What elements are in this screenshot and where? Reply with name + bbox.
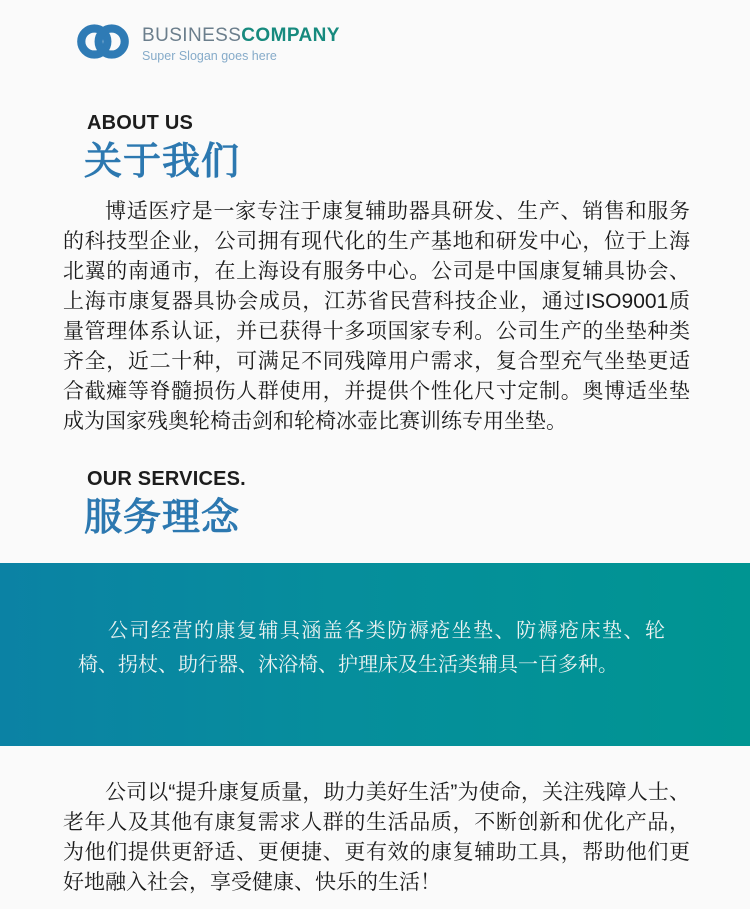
banner-paragraph: 公司经营的康复辅具涵盖各类防褥疮坐垫、防褥疮床垫、轮椅、拐杖、助行器、沐浴椅、护理床及生活类辅具一百多种。 (78, 620, 665, 676)
logo-name-company: COMPANY (241, 25, 340, 46)
about-section-label: ABOUT US (87, 112, 194, 134)
about-section-title: 关于我们 (84, 141, 241, 183)
logo-name (142, 25, 340, 47)
logo (0, 0, 750, 65)
services-section-label: OUR SERVICES. (87, 468, 246, 490)
logo-name-business: BUSINESS (142, 25, 242, 46)
services-banner (0, 563, 750, 746)
mission-paragraph: 公司以“提升康复质量，助力美好生活”为使命，关注残障人士、老年人及其他有康复需求人群的生活品质，不断创新和优化产品，为他们提供更舒适、更便捷、更有效的康复辅助工具，帮助他们更好地融入社会，享受健康、快乐的生活！ (63, 781, 690, 894)
about-section (0, 111, 750, 437)
services-section-title: 服务理念 (84, 497, 241, 539)
logo-slogan: Super Slogan goes here (142, 49, 277, 63)
services-section (0, 467, 750, 541)
infinity-rings-icon (75, 18, 131, 65)
logo-text-block (142, 18, 340, 63)
about-paragraph: 博适医疗是一家专注于康复辅助器具研发、生产、销售和服务的科技型企业，公司拥有现代化的生产基地和研发中心，位于上海北翼的南通市，在上海设有服务中心。公司是中国康复辅具协会、上海市康复器具协会成员，江苏省民营科技企业，通过ISO9001质量管理体系认证，并已获得十多项国家专利。公司生产的坐垫种类齐全，近二十种，可满足不同残障用户需求，复合型充气坐垫更适合截瘫等脊髓损伤人群使用，并提供个性化尺寸定制。奥博适坐垫成为国家残奥轮椅击剑和轮椅冰壶比赛训练专用坐垫。 (63, 200, 690, 433)
